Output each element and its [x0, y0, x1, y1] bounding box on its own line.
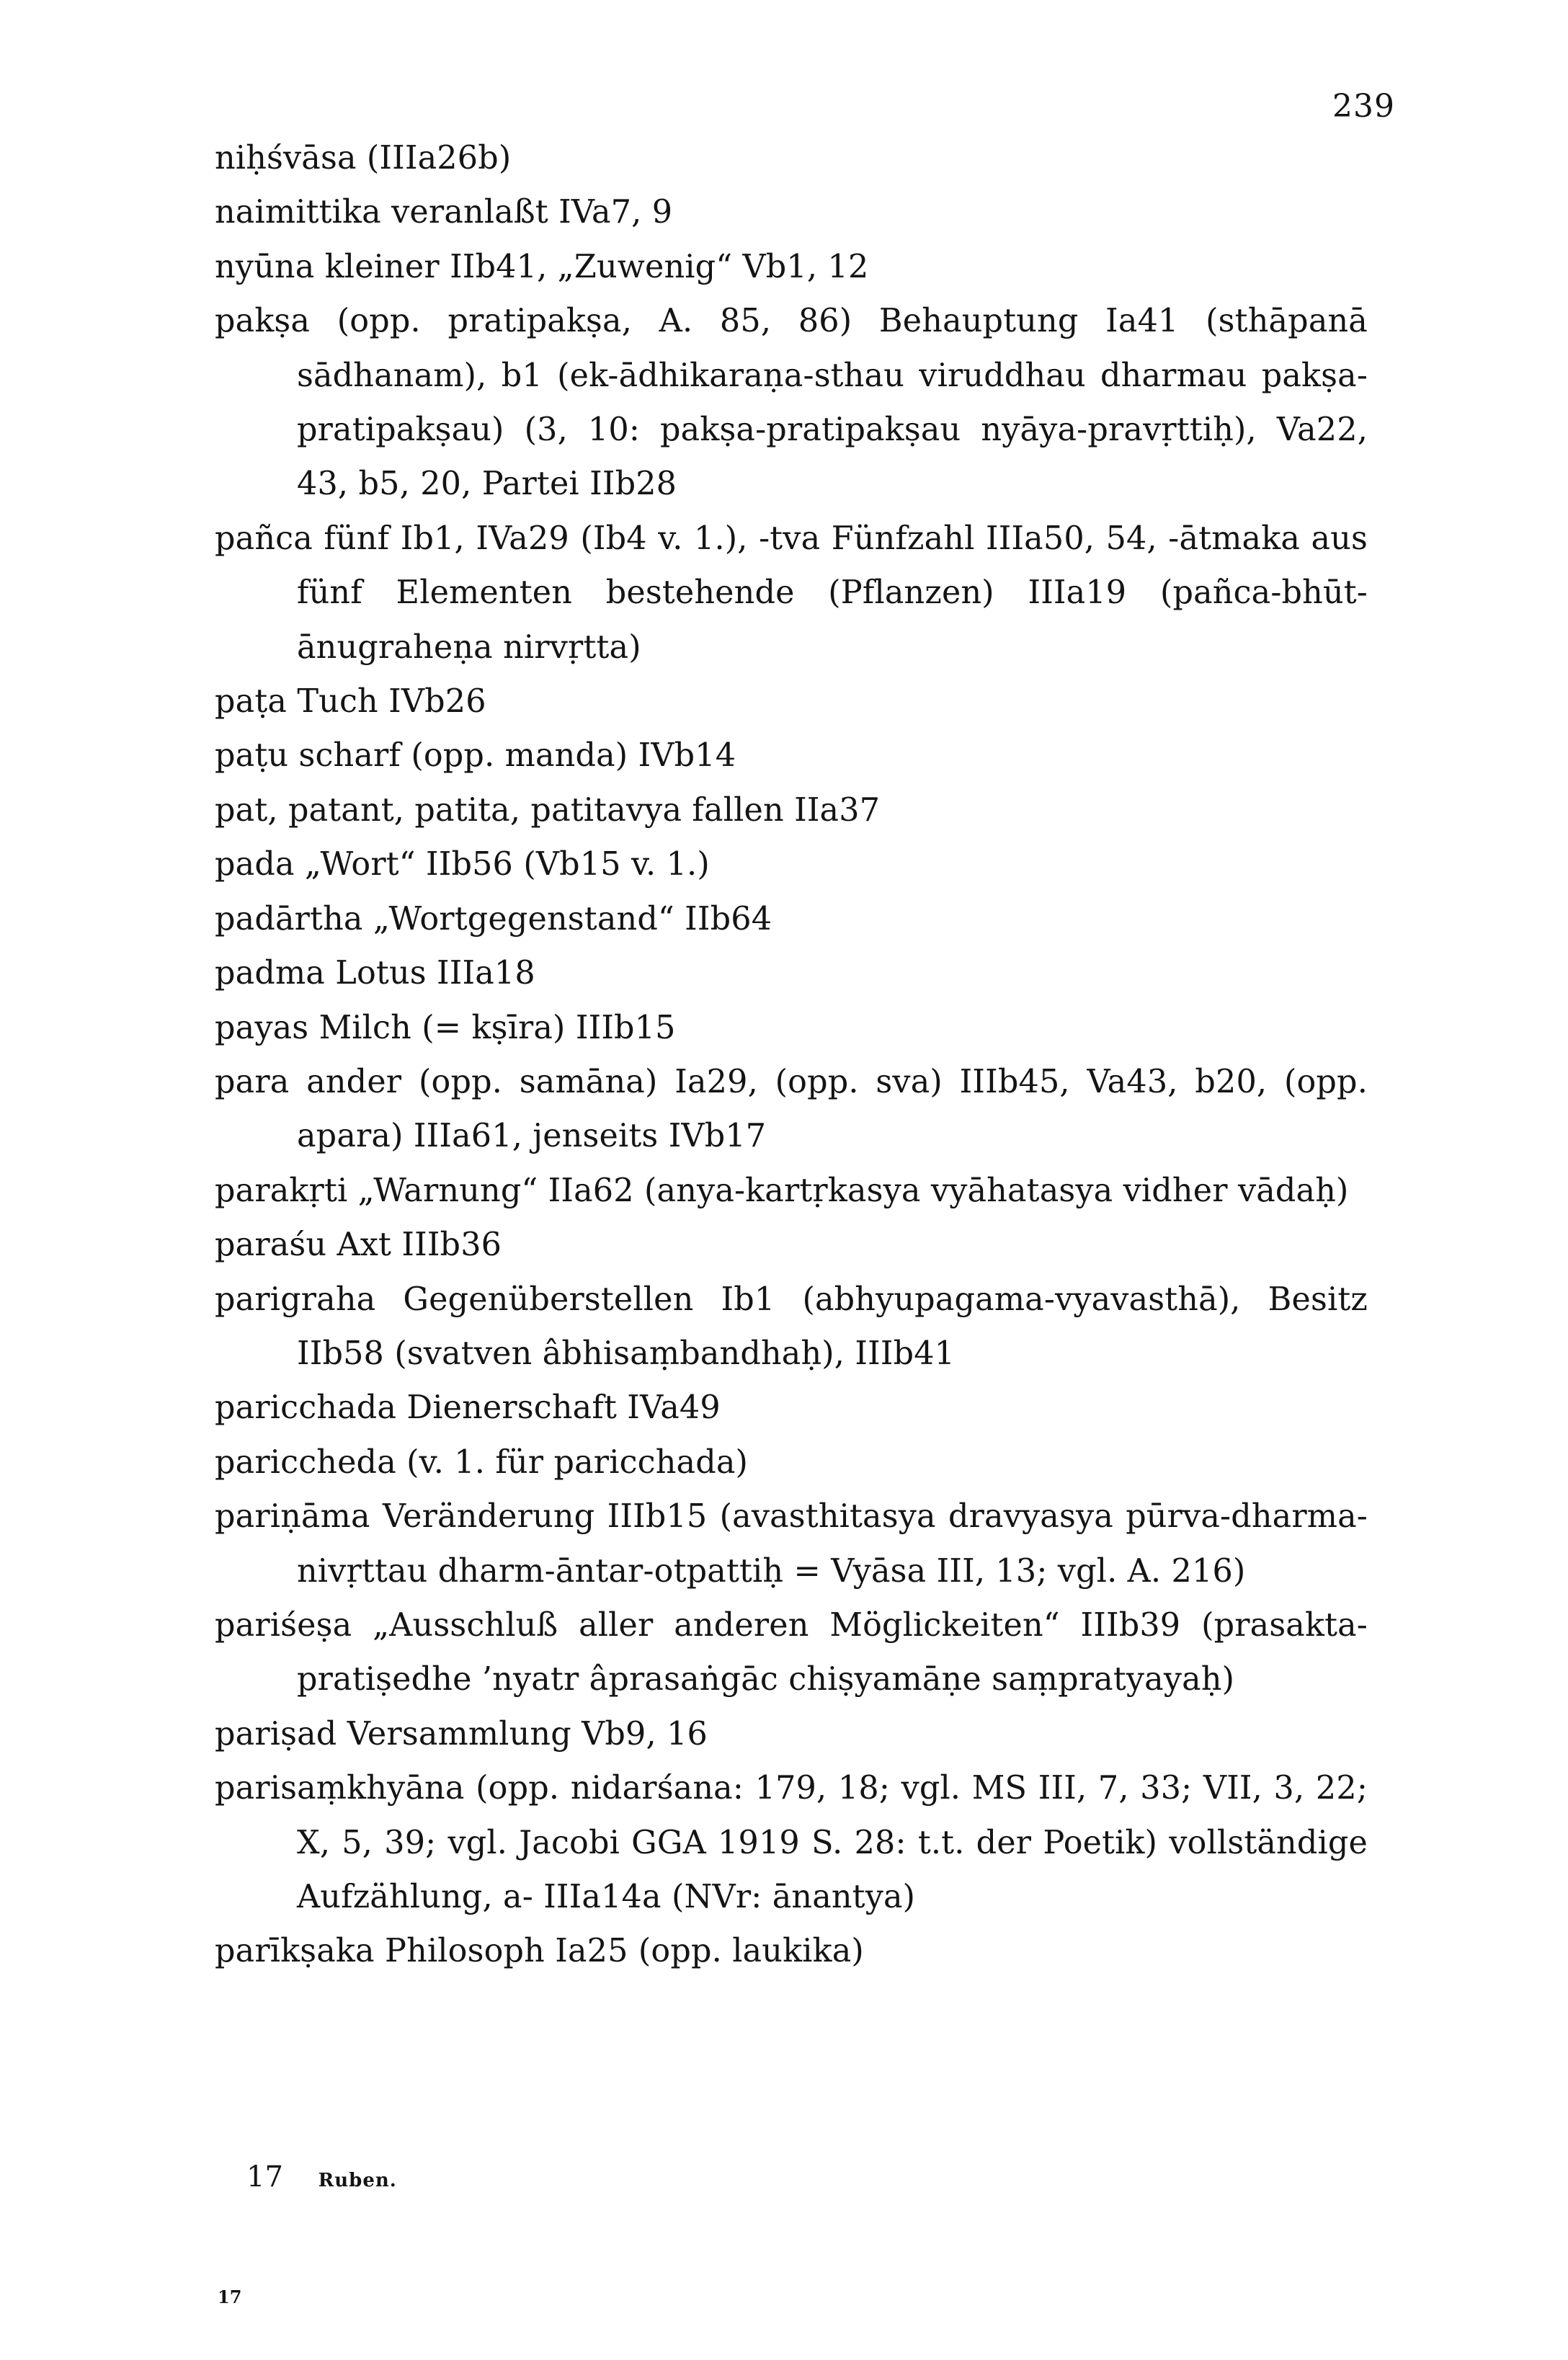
signature-author: Ruben.	[318, 2170, 397, 2191]
index-entry: parigraha Gegenüberstellen Ib1 (abhyupagama-vyavasthā), Besitz IIb58 (svatven âbhisaṃbandhaḥ), IIIb41	[215, 1281, 1368, 1372]
index-entry: padma Lotus IIIa18	[215, 955, 535, 992]
index-entry: paraśu Axt IIIb36	[215, 1226, 502, 1264]
index-entry: pat, patant, patita, patitavya fallen IIa37	[215, 791, 881, 829]
index-entry: pakṣa (opp. pratipakṣa, A. 85, 86) Behauptung Ia41 (sthāpanā sādhanam), b1 (ek-ādhikaraṇa-sthau viruddhau dharmau pakṣa-pratipakṣau) (3, 10: pakṣa-pratipakṣau nyāya-pravṛttiḥ), Va22, 43, b5, 20, Partei IIb28	[215, 303, 1368, 503]
index-entry: parīkṣaka Philosoph Ia25 (opp. laukika)	[215, 1933, 864, 1970]
index-entry: paricchada Dienerschaft IVa49	[215, 1389, 721, 1427]
index-entry: pariśeṣa „Ausschluß aller anderen Möglickeiten“ IIIb39 (prasakta-pratiṣedhe ’nyatr âprasaṅgāc chiṣyamāṇe saṃpratyayaḥ)	[215, 1606, 1368, 1698]
index-entries	[215, 131, 1368, 1979]
index-entry: naimittika veranlaßt IVa7, 9	[215, 194, 673, 231]
index-entry: pariṇāma Veränderung IIIb15 (avasthitasya dravyasya pūrva-dharma-nivṛttau dharm-āntar-otpattiḥ = Vyāsa III, 13; vgl. A. 216)	[215, 1498, 1368, 1590]
index-entry: niḥśvāsa (IIIa26b)	[215, 140, 512, 177]
index-entry: parisaṃkhyāna (opp. nidarśana: 179, 18; vgl. MS III, 7, 33; VII, 3, 22; X, 5, 39; vgl. Jacobi GGA 1919 S. 28: t.t. der Poetik) vollständige Aufzählung, a- IIIa14a (NVr: ānantya)	[215, 1770, 1368, 1915]
index-entry: para ander (opp. samāna) Ia29, (opp. sva) IIIb45, Va43, b20, (opp. apara) IIIa61, jenseits IVb17	[215, 1063, 1368, 1155]
index-entry: nyūna kleiner IIb41, „Zuwenig“ Vb1, 12	[215, 248, 869, 285]
page-number: 239	[1332, 88, 1395, 125]
index-entry: pada „Wort“ IIb56 (Vb15 v. 1.)	[215, 846, 710, 883]
index-entry: parakṛti „Warnung“ IIa62 (anya-kartṛkasya vyāhatasya vidher vādaḥ)	[215, 1172, 1349, 1209]
signature-number: 17	[246, 2160, 283, 2194]
index-entry: paṭa Tuch IVb26	[215, 683, 486, 721]
index-entry: payas Milch (= kṣīra) IIIb15	[215, 1009, 676, 1046]
index-entry: pariṣad Versammlung Vb9, 16	[215, 1715, 708, 1753]
footer-mark: 17	[218, 2286, 242, 2307]
printer-signature	[246, 2160, 397, 2194]
index-entry: paṭu scharf (opp. manda) IVb14	[215, 737, 736, 775]
index-entry: pariccheda (v. 1. für paricchada)	[215, 1443, 749, 1481]
index-entry: pañca fünf Ib1, IVa29 (Ib4 v. 1.), -tva Fünfzahl IIIa50, 54, -ātmaka aus fünf Elementen bestehende (Pflanzen) IIIa19 (pañca-bhūt-ānugraheṇa nirvṛtta)	[215, 520, 1368, 666]
index-entry: padārtha „Wortgegenstand“ IIb64	[215, 900, 772, 938]
